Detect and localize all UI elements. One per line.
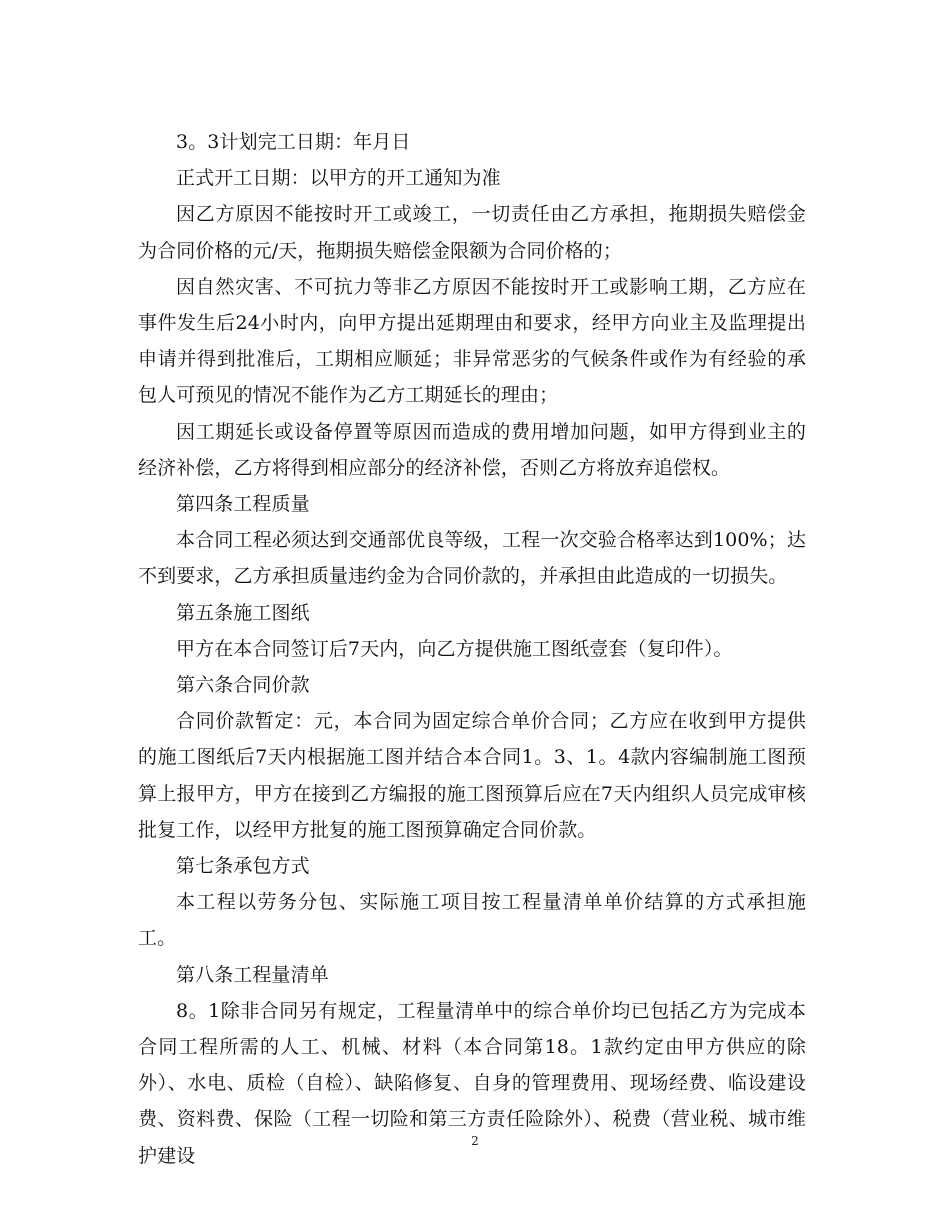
document-body	[138, 124, 806, 1174]
paragraph-quality-requirements: 本合同工程必须达到交通部优良等级，工程一次交验合格率达到100%；达不到要求，乙方承担质量违约金为合同价款的，并承担由此造成的一切损失。	[138, 529, 806, 588]
paragraph-cost-compensation: 因工期延长或设备停置等原因而造成的费用增加问题，如甲方得到业主的经济补偿，乙方将得到相应部分的经济补偿，否则乙方将放弃追偿权。	[138, 420, 806, 479]
paragraph-bill-of-quantities: 8。1除非合同另有规定，工程量清单中的综合单价均已包括乙方为完成本合同工程所需的人工、机械、材料（本合同第18。1款约定由甲方供应的除外）、水电、质检（自检）、缺陷修复、自身的管理费用、现场经费、临设建设费、资料费、保险（工程一切险和第三方责任险除外）、税费（营业税、城市维护建设	[138, 999, 806, 1167]
heading-article-5-drawings: 第五条施工图纸	[176, 601, 310, 624]
heading-article-4-quality: 第四条工程质量	[176, 493, 310, 516]
heading-article-8-bill-of-quantities: 第八条工程量清单	[176, 963, 329, 986]
paragraph-drawings-provision: 甲方在本合同签订后7天内，向乙方提供施工图纸壹套（复印件）。	[176, 637, 733, 660]
paragraph-contract-price: 合同价款暂定：元，本合同为固定综合单价合同；乙方应在收到甲方提供的施工图纸后7天内根据施工图并结合本合同1。3、1。4款内容编制施工图预算上报甲方，甲方在接到乙方编报的施工图预算后应在7天内组织人员完成审核批复工作，以经甲方批复的施工图预算确定合同价款。	[138, 710, 806, 841]
page-number: 2	[471, 1134, 479, 1148]
heading-article-7-contracting-method: 第七条承包方式	[176, 855, 310, 878]
paragraph-official-start-date: 正式开工日期：以甲方的开工通知为准	[176, 167, 501, 190]
paragraph-delay-liability: 因乙方原因不能按时开工或竣工，一切责任由乙方承担，拖期损失赔偿金为合同价格的元/天，拖期损失赔偿金限额为合同价格的；	[138, 203, 806, 262]
paragraph-contracting-method: 本工程以劳务分包、实际施工项目按工程量清单单价结算的方式承担施工。	[138, 891, 806, 950]
heading-article-6-contract-price: 第六条合同价款	[176, 674, 310, 697]
paragraph-force-majeure: 因自然灾害、不可抗力等非乙方原因不能按时开工或影响工期，乙方应在事件发生后24小时内，向甲方提出延期理由和要求，经甲方向业主及监理提出申请并得到批准后，工期相应顺延；非异常恶劣的气候条件或作为有经验的承包人可预见的情况不能作为乙方工期延长的理由；	[138, 275, 806, 407]
paragraph-planned-completion-date: 3。3计划完工日期：年月日	[176, 131, 411, 153]
